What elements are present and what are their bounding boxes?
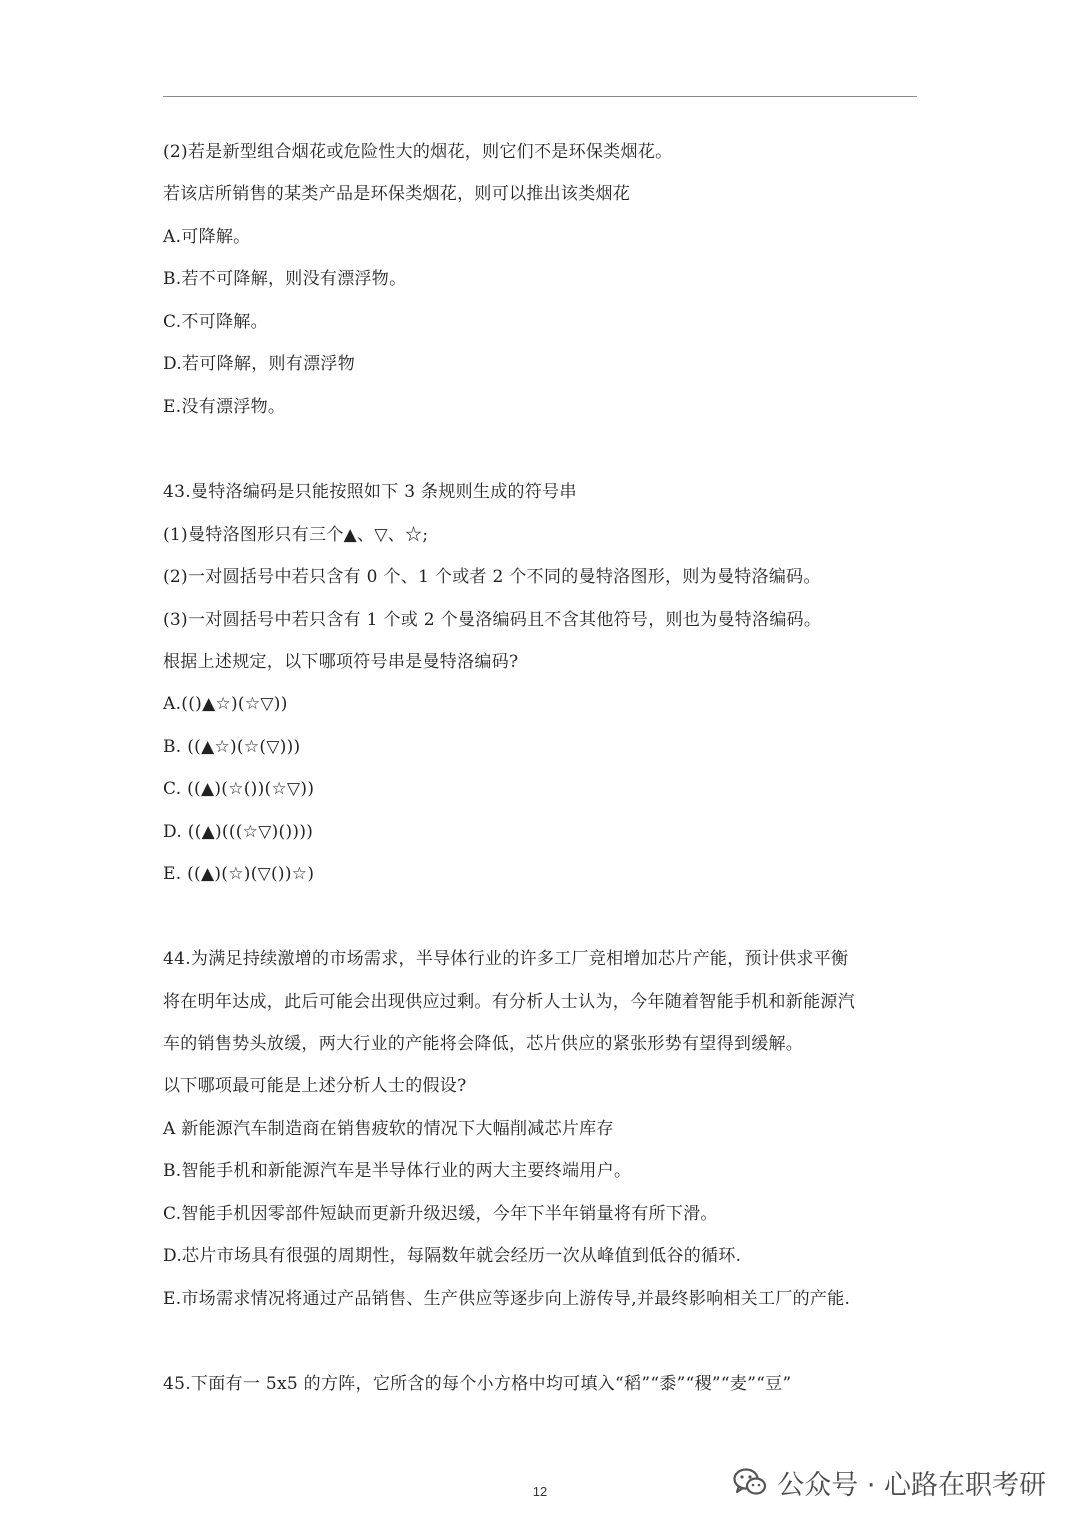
q43-rule-3: (3)一对圆括号中若只含有 1 个或 2 个曼洛编码且不含其他符号，则也为曼特洛编码。 [163, 610, 822, 630]
q44-question: 以下哪项最可能是上述分析人士的假设? [163, 1076, 467, 1096]
q44-option-d: D.芯片市场具有很强的周期性，每隔数年就会经历一次从峰值到低谷的循环. [163, 1246, 742, 1266]
q44-stem-line-3: 车的销售势头放缓，两大行业的产能将会降低，芯片供应的紧张形势有望得到缓解。 [163, 1034, 804, 1054]
q43-option-e: E. ((▲)(☆)(▽())☆) [163, 864, 315, 884]
q44-option-c: C.智能手机因零部件短缺而更新升级迟缓，今年下半年销量将有所下滑。 [163, 1204, 718, 1224]
q44-option-b: B.智能手机和新能源汽车是半导体行业的两大主要终端用户。 [163, 1161, 632, 1181]
wechat-icon [733, 1467, 767, 1497]
q44-stem-line-1: 44.为满足持续激增的市场需求，半导体行业的许多工厂竞相增加芯片产能，预计供求平衡 [163, 949, 849, 969]
q42-option-e: E.没有漂浮物。 [163, 397, 286, 417]
q44-option-e: E.市场需求情况将通过产品销售、生产供应等逐步向上游传导,并最终影响相关工厂的产能. [163, 1289, 851, 1309]
q43-option-d: D. ((▲)(((☆▽)()))) [163, 822, 314, 842]
q43-rule-2: (2)一对圆括号中若只含有 0 个、1 个或者 2 个不同的曼特洛图形，则为曼特洛编码。 [163, 567, 821, 587]
page-number: 12 [532, 1484, 548, 1499]
q43-option-b: B. ((▲☆)(☆(▽))) [163, 737, 301, 757]
q42-stem: 若该店所销售的某类产品是环保类烟花，则可以推出该类烟花 [163, 184, 631, 204]
q45-stem: 45.下面有一 5x5 的方阵，它所含的每个小方格中均可填入“稻”“黍”“稷”“麦”“豆” [163, 1374, 792, 1394]
q44-option-a: A 新能源汽车制造商在销售疲软的情况下大幅削减芯片库存 [163, 1119, 614, 1139]
q43-option-a: A.(()▲☆)(☆▽)) [163, 694, 288, 714]
q42-condition-2: (2)若是新型组合烟花或危险性大的烟花，则它们不是环保类烟花。 [163, 142, 673, 162]
q43-title: 43.曼特洛编码是只能按照如下 3 条规则生成的符号串 [163, 482, 577, 502]
q44-stem-line-2: 将在明年达成，此后可能会出现供应过剩。有分析人士认为，今年随着智能手机和新能源汽 [163, 992, 855, 1012]
watermark-text: 公众号 · 心路在职考研 [777, 1469, 1046, 1501]
q43-option-c: C. ((▲)(☆())(☆▽)) [163, 779, 315, 799]
q42-option-c: C.不可降解。 [163, 312, 268, 332]
q42-option-d: D.若可降解，则有漂浮物 [163, 354, 356, 374]
watermark [733, 1462, 1046, 1502]
q42-option-b: B.若不可降解，则没有漂浮物。 [163, 269, 407, 289]
q43-question: 根据上述规定，以下哪项符号串是曼特洛编码? [163, 652, 519, 672]
header-rule [163, 96, 917, 97]
q42-option-a: A.可降解。 [163, 227, 251, 247]
q43-rule-1: (1)曼特洛图形只有三个▲、▽、☆; [163, 525, 429, 545]
